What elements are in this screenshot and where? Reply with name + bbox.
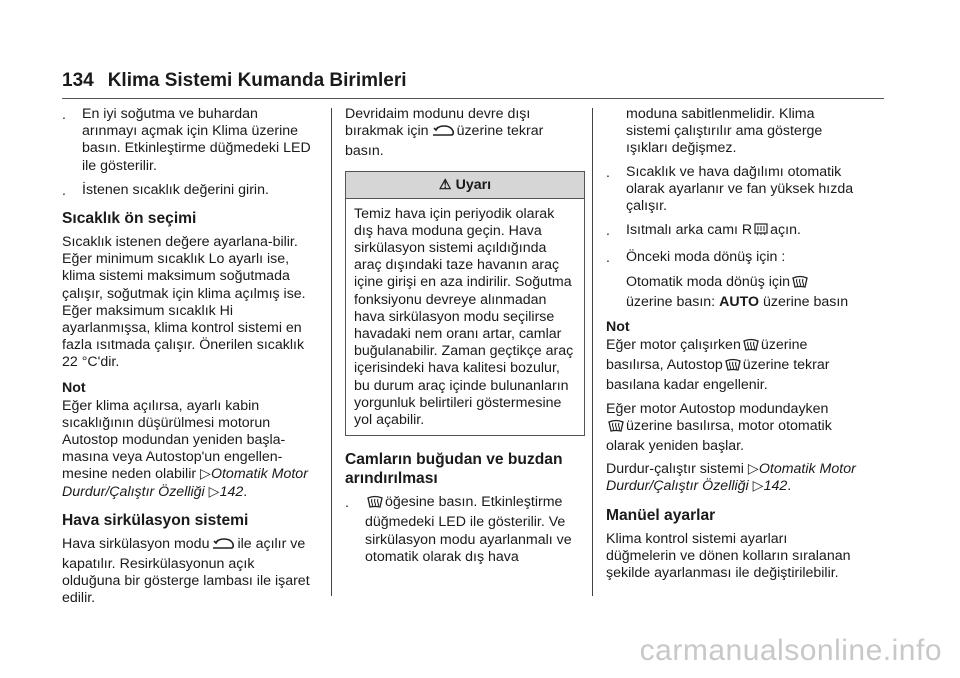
cross-reference-link[interactable]: Otomatik Motor Durdur/Çalıştır Özelliği — [606, 461, 856, 495]
note-paragraph: Eğer motor Autostop modundayken üzerine basılırsa, motor otomatik olarak yeniden başlar. — [606, 400, 832, 455]
warning-body: Temiz hava için periyodik olarak dış hava moduna geçin. Hava sirkülasyon sistemi açıldığında araç dışındaki taze havanın araç içine girişi en aza indirilir. Soğutma fonksiyonu devreye alınmadan hava sirkülasyon modu seçilirse havadaki nem oranı artar, camlar buğulanabilir. Zaman geçtikçe araç içerisindeki hava kalitesi bozulur, bu durum araç içinde bulunanların yorgunluk belirtileri göstermesine yol açabilir. — [354, 205, 574, 429]
rear-defrost-icon — [754, 223, 768, 242]
section-heading-manual: Manüel ayarlar — [606, 506, 716, 524]
list-item: . Isıtmalı arka camı R açın. — [606, 222, 856, 242]
cross-reference-page[interactable]: 142 — [763, 478, 788, 495]
recirculation-icon — [431, 124, 455, 143]
page-number: 134 — [62, 70, 94, 91]
reference-arrow-icon: ▷ — [208, 483, 220, 500]
continued-text: moduna sabitlenmelidir. Klima sistemi çalıştırılır ama gösterge ışıkları değişmez. — [626, 106, 823, 157]
reference-paragraph: Durdur-çalıştır sistemi ▷Otomatik Motor Durdur/Çalıştır Özelliği ▷142. — [606, 461, 856, 495]
column-2 — [345, 106, 585, 573]
list-item: . Sıcaklık ve hava dağılımı otomatik olarak ayarlanır ve fan yüksek hızda çalışır. — [606, 163, 854, 215]
windshield-defrost-icon — [367, 495, 383, 514]
section-heading-defog: Camların buğudan ve buzdan arındırılması — [345, 451, 563, 488]
note-paragraph: Eğer motor çalışırken üzerine basılırsa, Autostop üzerine tekrar basılana kadar engellenir. — [606, 337, 830, 394]
windshield-defrost-icon — [608, 419, 624, 438]
reference-arrow-icon: ▷ — [752, 478, 764, 495]
note-paragraph: Eğer klima açılırsa, ayarlı kabin sıcaklığının düşürülmesi motorun Autostop modundan yeniden başla-masına veya Autostop'un engellen-mesine neden olabilir ▷Otomatik Motor Durdur/Çalıştır Özelliği ▷142. — [62, 397, 308, 500]
page-header — [62, 70, 407, 92]
section-heading-temperature: Sıcaklık ön seçimi — [62, 210, 197, 228]
warning-box — [345, 171, 585, 437]
page-title: Klima Sistemi Kumanda Birimleri — [107, 70, 407, 91]
windshield-defrost-icon — [725, 358, 741, 377]
warning-header: ⚠ Uyarı — [346, 172, 584, 199]
temperature-paragraph: Sıcaklık istenen değere ayarlana-bilir. Eğer minimum sıcaklık Lo ayarlı ise, klima sistemi maksimum soğutmada çalışır, soğutmak için klima açılmış ise. Eğer maksimum sıcaklık Hi ayarlanmışsa, klima kontrol sistemi en fazla ısıtmada çalışır. Önerilen sıcaklık 22 °C'dir. — [62, 234, 306, 371]
note-label: Not — [606, 319, 630, 336]
auto-mode-paragraph: Otomatik moda dönüş için üzerine basın: AUTO üzerine basın — [626, 273, 849, 310]
column-3 — [606, 106, 856, 588]
reference-arrow-icon: ▷ — [200, 466, 211, 483]
warning-icon: ⚠ — [438, 176, 452, 193]
column-1 — [62, 106, 312, 614]
watermark: carmanualsonline.info — [639, 634, 942, 667]
list-item: . İstenen sıcaklık değerini girin. — [62, 181, 269, 198]
list-item: . Önceki moda dönüş için : — [606, 249, 786, 266]
windshield-defrost-icon — [743, 338, 759, 357]
cross-reference-page[interactable]: 142 — [219, 483, 244, 500]
manual-paragraph: Klima kontrol sistemi ayarları düğmelerin ve dönen kolların sıralanan şekilde ayarlanması ile değiştirilebilir. — [606, 530, 851, 582]
recirc-off-paragraph: Devridaim modunu devre dışı bırakmak için üzerine tekrar basın. — [345, 106, 544, 160]
column-divider — [331, 108, 332, 596]
column-divider — [592, 108, 593, 596]
cross-reference-link[interactable]: Otomatik Motor Durdur/Çalıştır Özelliği — [62, 466, 308, 500]
recirculation-icon — [211, 537, 235, 556]
note-label: Not — [62, 379, 86, 396]
windshield-defrost-icon — [792, 275, 808, 294]
reference-arrow-icon: ▷ — [747, 461, 759, 478]
list-item: . En iyi soğutma ve buhardan arınmayı açmak için Klima üzerine basın. Etkinleştirme düğmedeki LED ile gösterilir. — [62, 106, 311, 174]
section-heading-recirculation: Hava sirkülasyon sistemi — [62, 511, 249, 529]
list-item: . öğesine basın. Etkinleştirme düğmedeki LED ile gösterilir. Ve sirkülasyon modu ayarlanmalı ve otomatik olarak dış hava — [345, 494, 572, 565]
recirculation-paragraph: Hava sirkülasyon modu ile açılır ve kapatılır. Resirkülasyonun açık olduğuna bir gösterge lambası ile işaret edilir. — [62, 535, 310, 607]
header-rule — [62, 98, 884, 99]
